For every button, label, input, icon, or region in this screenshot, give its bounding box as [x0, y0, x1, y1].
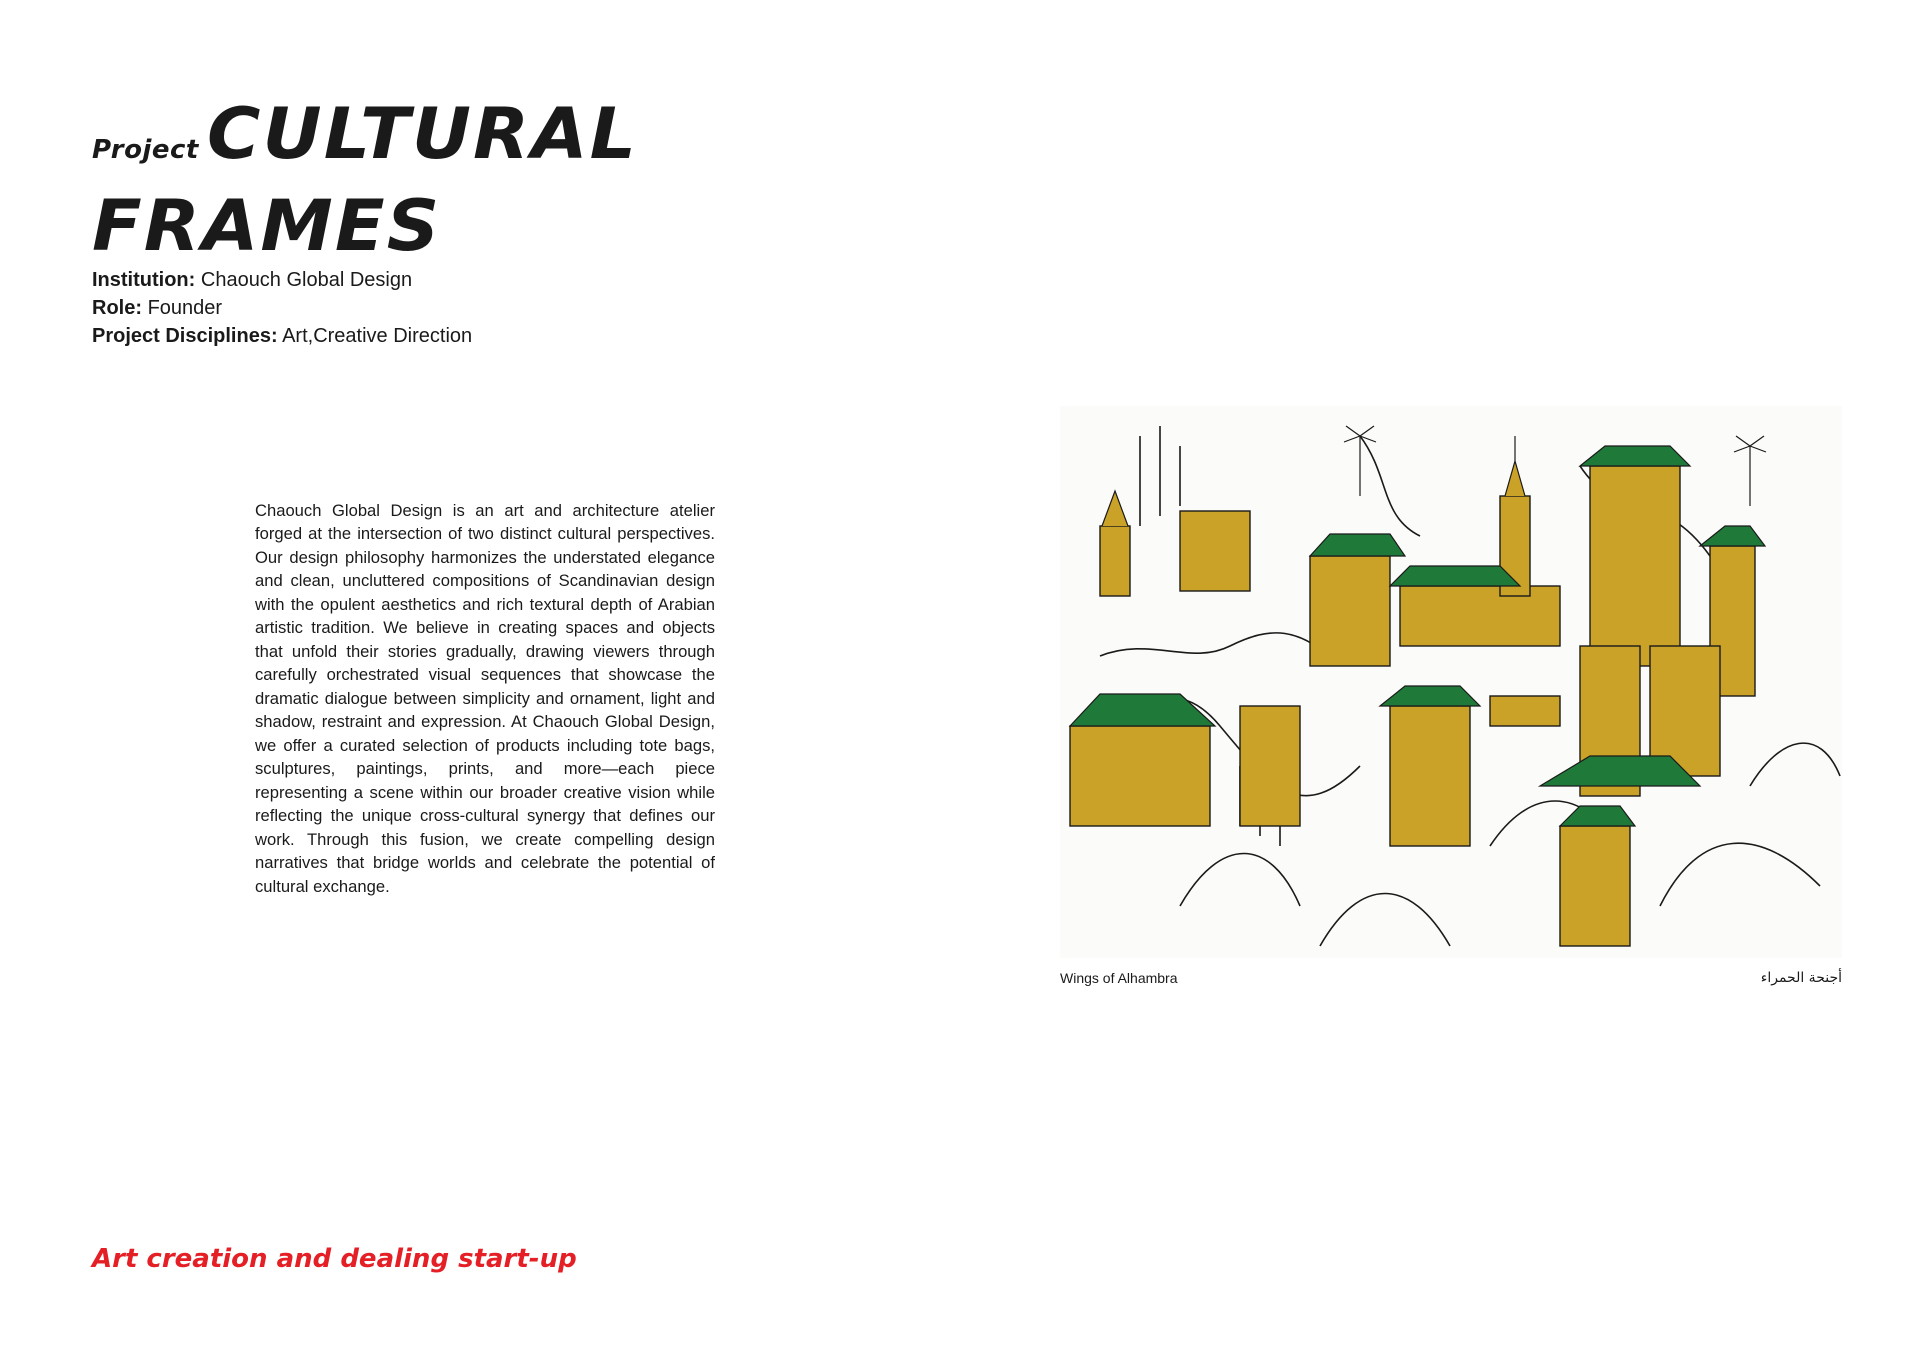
- description-paragraph: Chaouch Global Design is an art and architecture atelier forged at the intersection of two distinct cultural perspectives. Our design philosophy harmonizes the understated elegance and clean, uncluttered compositions of Scandinavian design with the opulent aesthetics and rich textural depth of Arabian artistic tradition. We believe in creating spaces and objects that unfold their stories gradually, drawing viewers through carefully orchestrated visual sequences that showcase the dramatic dialogue between simplicity and ornament, light and shadow, restraint and expression. At Chaouch Global Design, we offer a curated selection of products including tote bags, sculptures, paintings, prints, and more—each piece representing a scene within our broader creative vision while reflecting the unique cross-cultural synergy that defines our work. Through this fusion, we create compelling design narratives that bridge worlds and celebrate the potential of cultural exchange.: [255, 500, 715, 896]
- project-title: [92, 88, 732, 272]
- caption-english: Wings of Alhambra: [1060, 970, 1178, 986]
- caption-arabic: أجنحة الحمراء: [1760, 970, 1842, 986]
- title-prefix: Project: [92, 135, 199, 165]
- meta-institution: [92, 266, 472, 294]
- project-meta: [92, 266, 472, 350]
- meta-disciplines-label: Project Disciplines:: [92, 325, 278, 347]
- meta-role-label: Role:: [92, 297, 142, 319]
- meta-role: [92, 294, 472, 322]
- tagline: Art creation and dealing start-up: [92, 1244, 577, 1274]
- alhambra-illustration: [1060, 406, 1842, 958]
- meta-institution-value: Chaouch Global Design: [200, 269, 413, 291]
- title-line-1: CULTURAL: [206, 93, 638, 175]
- meta-disciplines: [92, 322, 472, 350]
- artwork-image: [1060, 406, 1842, 958]
- meta-role-value: Founder: [147, 297, 223, 319]
- meta-institution-label: Institution:: [92, 269, 196, 291]
- meta-disciplines-value: Art,Creative Direction: [282, 325, 473, 347]
- title-line-2: FRAMES: [92, 185, 442, 267]
